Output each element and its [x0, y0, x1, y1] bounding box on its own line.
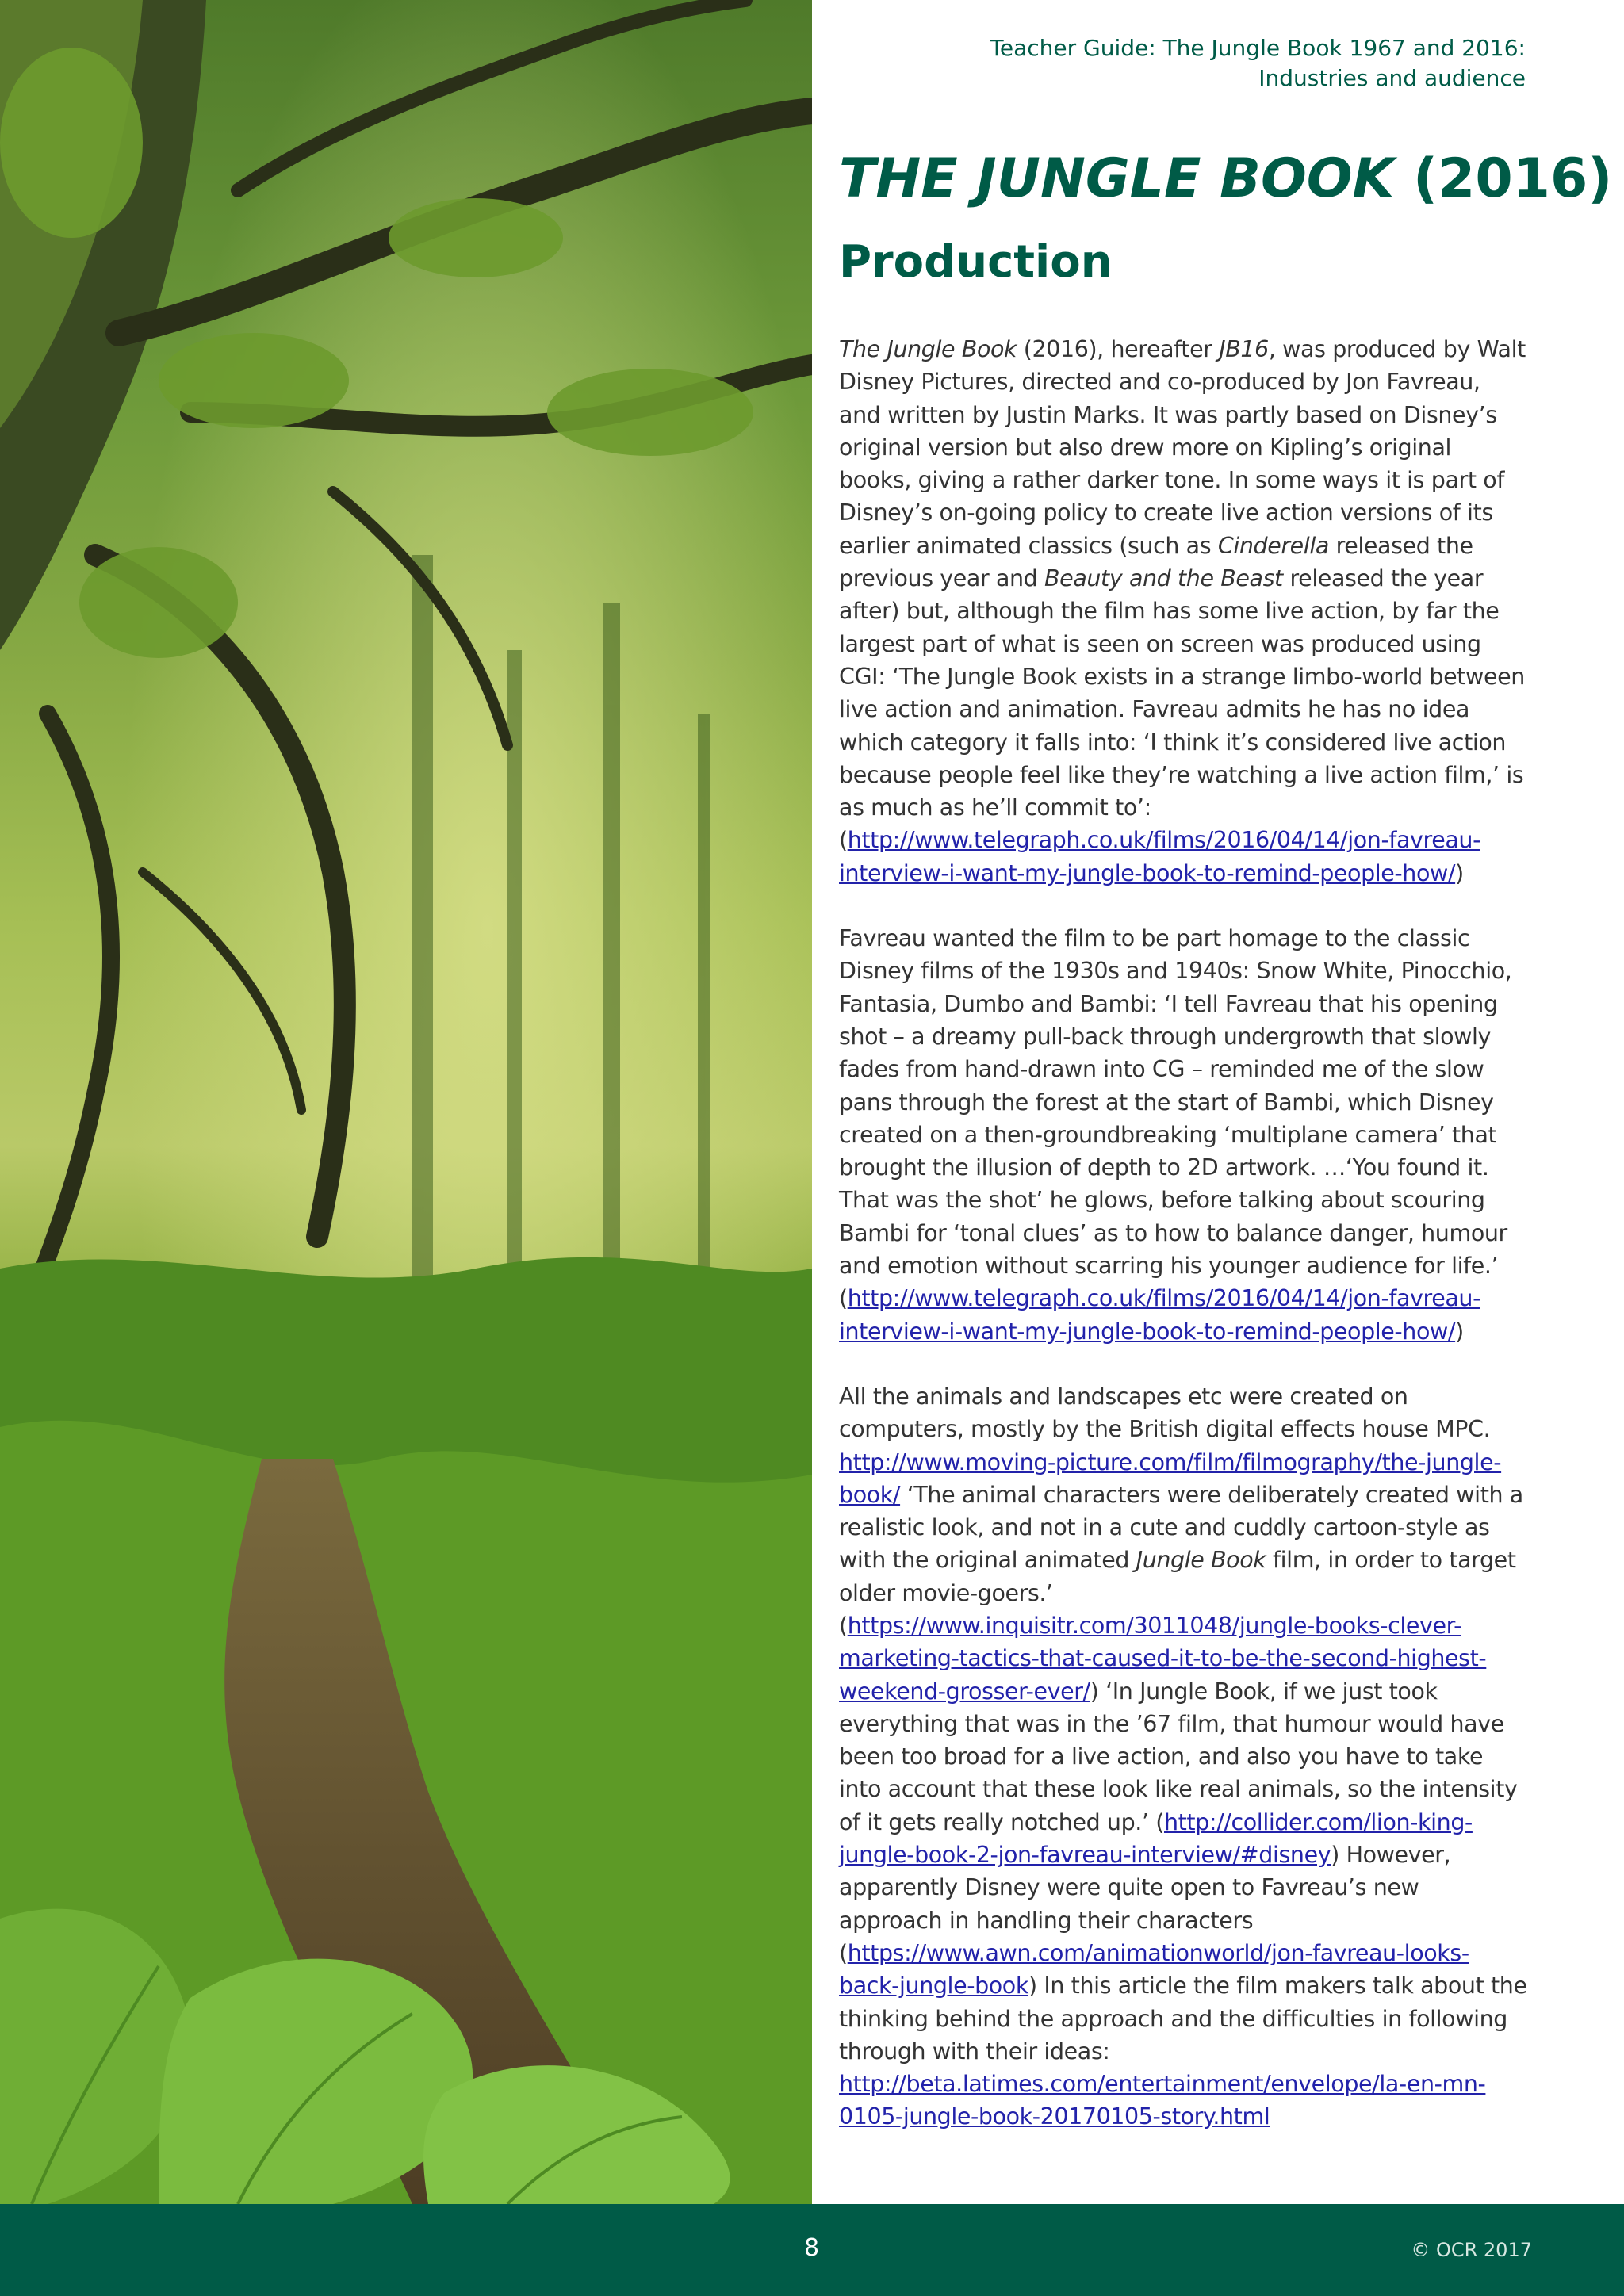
- copyright-notice: © OCR 2017: [1411, 2239, 1532, 2261]
- text-run: ) In this article the film makers talk about the thinking behind the approach and the difficulties in following through with their ideas:: [839, 1973, 1527, 2064]
- text-run: , was produced by Walt Disney Pictures, directed and co-produced by Jon Favreau, and written by Justin Marks. It was partly based on Disney’s original version but also drew more on Kipling’s original books, giving a rather darker tone. In some ways it is part of Disney’s on-going policy to create live action versions of its earlier animated classics (such as: [839, 336, 1526, 559]
- text-run: ) However, apparently Disney were quite open to Favreau’s new approach in handling their characters (: [839, 1842, 1451, 1966]
- text-run: Favreau wanted the film to be part homage to the classic Disney films of the 1930s and 1940s: Snow White, Pinocchio, Fantasia, Dumbo and Bambi: ‘I tell Favreau that his opening shot – a dreamy pull-back through undergrowth that slowly fades from hand-drawn into CG – reminded me of the slow pans through the forest at the start of Bambi, which Disney created on a then-groundbreaking ‘multiplane camera’ that brought the illusion of depth to 2D artwork. …‘You found it. That was the shot’ he glows, before talking about scouring Bambi for ‘tonal clues’ as to how to balance danger, humour and emotion without scarring his younger audience for life.’ (: [839, 925, 1512, 1312]
- header-line-2: Industries and audience: [1258, 65, 1526, 91]
- paragraph-1: [839, 333, 1527, 890]
- mpc-link[interactable]: http://www.moving-picture.com/film/filmography/the-jungle-book/: [839, 1448, 1502, 1508]
- text-run: released the previous year and: [839, 532, 1473, 592]
- text-run: ) ‘In Jungle Book, if we just took everything that was in the ’67 film, that humour would have been too broad for a live action, and also you have to take into account that these look like real animals, so the intensity of it gets really notched up.’ (: [839, 1678, 1518, 1835]
- page-footer: [0, 2204, 1624, 2296]
- text-run: All the animals and landscapes etc were created on computers, mostly by the British digital effects house MPC.: [839, 1383, 1491, 1443]
- text-run: ‘The animal characters were deliberately created with a realistic look, and not in a cute and cuddly cartoon-style as with the original animated: [839, 1481, 1523, 1574]
- awn-link[interactable]: https://www.awn.com/animationworld/jon-favreau-looks-back-jungle-book: [839, 1939, 1469, 1999]
- paragraph-2: [839, 922, 1527, 1348]
- text-run: ): [1455, 859, 1464, 886]
- header-line-1: Teacher Guide: The Jungle Book 1967 and 2016:: [990, 35, 1526, 61]
- text-run: ): [1455, 1318, 1464, 1345]
- paragraph-3: [839, 1380, 1527, 2133]
- film-title-text: Jungle Book: [1136, 1547, 1266, 1574]
- film-title-text: Beauty and the Beast: [1044, 565, 1283, 592]
- latimes-link[interactable]: http://beta.latimes.com/entertainment/envelope/la-en-mn-0105-jungle-book-20170105-story.html: [839, 2071, 1486, 2130]
- article-body: [839, 333, 1527, 2166]
- collider-link[interactable]: http://collider.com/lion-king-jungle-book-2-jon-favreau-interview/#disney: [839, 1808, 1473, 1869]
- film-title-text: Cinderella: [1217, 532, 1329, 559]
- film-title-text: The Jungle Book: [839, 336, 1017, 362]
- text-run: released the year after) but, although the film has some live action, by far the largest part of what is seen on screen was produced using CGI: ‘The Jungle Book exists in a strange limbo-world between live action and animation. Favreau admits he has no idea which category it falls into: ‘I think it’s considered live action because people feel like they’re watching a live action film,’ is as much as he’ll commit to’: (: [839, 565, 1525, 854]
- title-year: (2016): [1412, 147, 1613, 210]
- section-heading: Production: [839, 236, 1113, 288]
- inquisitr-link[interactable]: https://www.inquisitr.com/3011048/jungle-books-clever-marketing-tactics-that-caused-it-to-be-the-second-highest-weekend-grosser-ever/: [839, 1612, 1487, 1705]
- telegraph-link[interactable]: http://www.telegraph.co.uk/films/2016/04/14/jon-favreau-interview-i-want-my-jungle-book-to-remind-people-how/: [839, 827, 1480, 886]
- document-header: [971, 33, 1526, 94]
- text-run: film, in order to target older movie-goers.’ (: [839, 1547, 1516, 1639]
- jungle-forest-photo: [0, 0, 812, 2204]
- title-film-name: THE JUNGLE BOOK: [839, 147, 1395, 210]
- telegraph-link[interactable]: http://www.telegraph.co.uk/films/2016/04/14/jon-favreau-interview-i-want-my-jungle-book-to-remind-people-how/: [839, 1285, 1480, 1345]
- abbreviation-text: JB16: [1219, 336, 1269, 362]
- text-run: (2016), hereafter: [1017, 336, 1220, 362]
- page-title: [839, 146, 1612, 212]
- page-number: 8: [804, 2234, 820, 2262]
